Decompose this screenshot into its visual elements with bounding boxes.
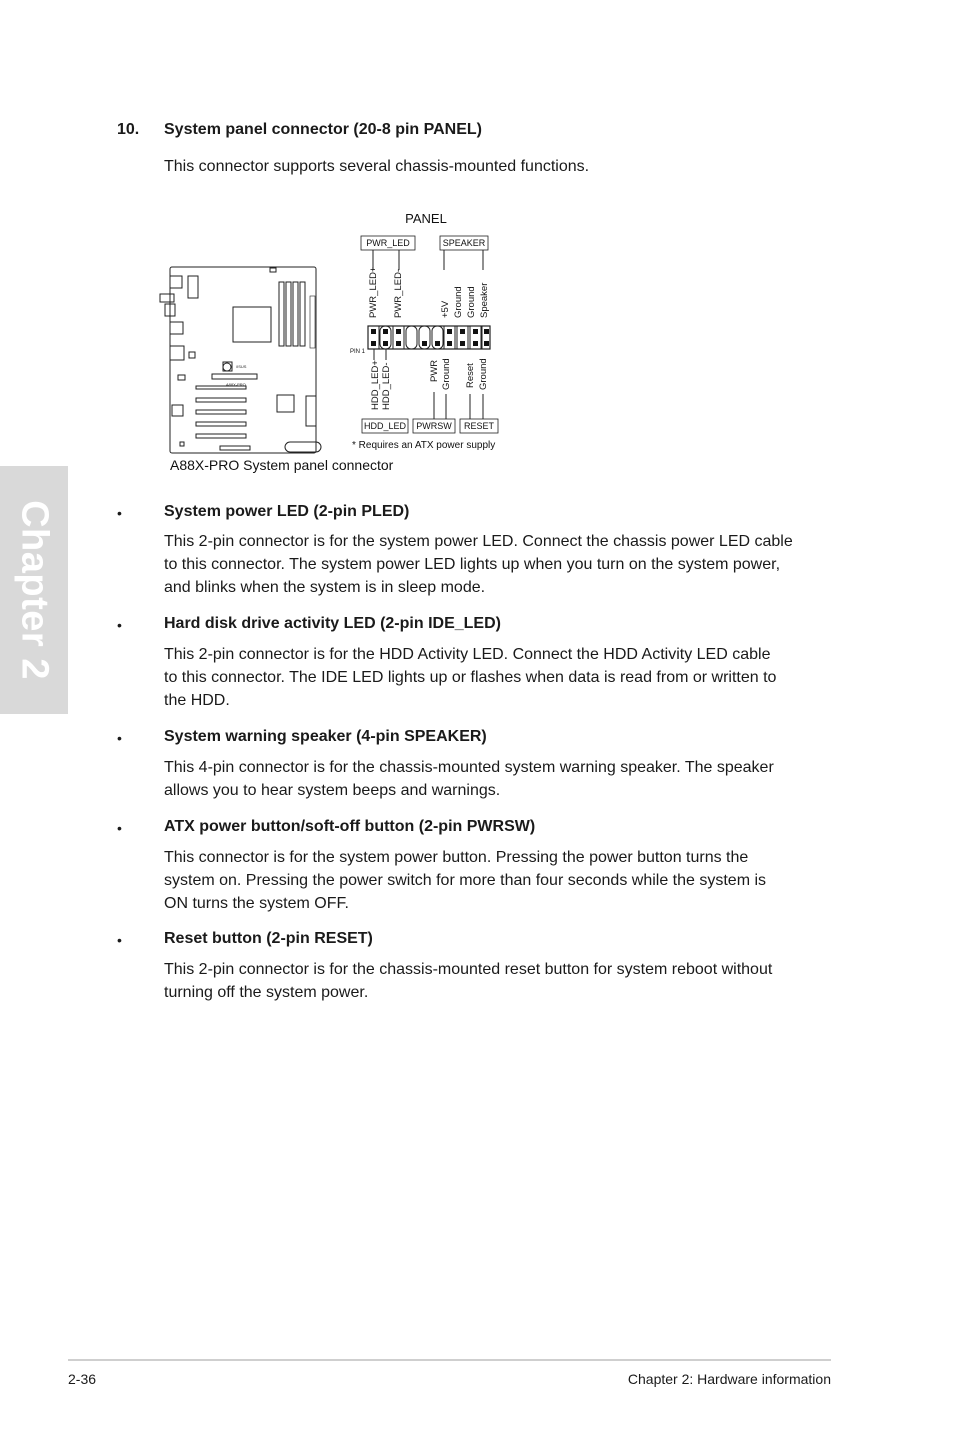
- pin1-label: PIN 1: [350, 349, 366, 355]
- chapter-tab: [0, 466, 68, 714]
- bullet-symbol: •: [117, 820, 122, 836]
- page-number: 2-36: [68, 1371, 97, 1387]
- pin-label-pwr-led-minus: PWR_LED-: [393, 268, 404, 318]
- text-line: turning off the system power.: [164, 984, 369, 1001]
- pin-label-hdd-led-minus: HDD_LED-: [381, 362, 392, 410]
- text-line: allows you to hear system beeps and warnings.: [164, 782, 501, 799]
- pin-label-ground-4: Ground: [478, 358, 489, 390]
- pin-label-ground-3: Ground: [441, 358, 452, 390]
- text-line: This 2-pin connector is for the system power LED. Connect the chassis power LED cable: [164, 533, 793, 550]
- section-intro: This connector supports several chassis-mounted functions.: [164, 158, 590, 175]
- motherboard-illustration: [160, 267, 321, 453]
- pin-label-pwr: PWR: [429, 359, 440, 382]
- pin-label-reset: Reset: [465, 363, 476, 388]
- footer-chapter-label: Chapter 2: Hardware information: [627, 1371, 831, 1387]
- panel-title: PANEL: [405, 211, 447, 226]
- text-line: and blinks when the system is in sleep mode.: [164, 579, 486, 596]
- bullet-text-reset: [164, 958, 831, 1004]
- diagram-caption: A88X-PRO System panel connector: [170, 457, 394, 473]
- section-number: 10.: [117, 121, 140, 138]
- section-title: System panel connector (20-8 pin PANEL): [164, 121, 482, 138]
- bullet-text-speaker: [164, 756, 831, 802]
- pin-label-speaker: Speaker: [479, 282, 490, 318]
- pin-label-5v: +5V: [440, 300, 451, 318]
- board-logo: /ISUS: [236, 364, 247, 369]
- text-line: the HDD.: [164, 692, 230, 709]
- bullet-title-reset: Reset button (2-pin RESET): [164, 930, 373, 947]
- board-model: A88X-PRO: [226, 382, 246, 387]
- atx-note: * Requires an ATX power supply: [352, 440, 496, 451]
- pin-label-pwr-led-plus: PWR_LED+: [368, 266, 379, 318]
- bullet-text-pled: [164, 530, 831, 599]
- bullet-text-pwrsw: [164, 846, 831, 915]
- bullet-title-speaker: System warning speaker (4-pin SPEAKER): [164, 728, 487, 745]
- text-line: This connector is for the system power button. Pressing the power button turns the: [164, 849, 749, 866]
- text-line: This 2-pin connector is for the HDD Activity LED. Connect the HDD Activity LED cable: [164, 646, 771, 663]
- panel-header: [368, 326, 490, 349]
- text-line: to this connector. The IDE LED lights up or flashes when data is read from or written to: [164, 669, 777, 686]
- text-line: ON turns the system OFF.: [164, 895, 349, 912]
- bullet-title-pled: System power LED (2-pin PLED): [164, 503, 410, 520]
- hdd-led-box-label: HDD_LED: [363, 421, 407, 431]
- bullet-title-pwrsw: ATX power button/soft-off button (2-pin PWRSW): [164, 818, 536, 835]
- text-line: to this connector. The system power LED lights up when you turn on the system power,: [164, 556, 781, 573]
- text-line: system on. Pressing the power switch for more than four seconds while the system is: [164, 872, 767, 889]
- panel-connector-diagram: [0, 0, 954, 490]
- chapter-tab-label: Chapter 2: [13, 500, 56, 680]
- pin-label-ground-2: Ground: [466, 286, 477, 318]
- text-line: This 4-pin connector is for the chassis-mounted system warning speaker. The speaker: [164, 759, 774, 776]
- bullet-text-ide-led: [164, 643, 831, 712]
- bullet-title-ide-led: Hard disk drive activity LED (2-pin IDE_LED): [164, 615, 501, 632]
- bullet-symbol: •: [117, 505, 122, 521]
- pwrsw-box-label: PWRSW: [416, 421, 452, 431]
- bullet-symbol: •: [117, 617, 122, 633]
- bullet-symbol: •: [117, 932, 122, 948]
- pin-label-hdd-led-plus: HDD_LED+: [370, 360, 381, 410]
- bullet-symbol: •: [117, 730, 122, 746]
- footer-divider: [68, 1359, 831, 1361]
- speaker-box-label: SPEAKER: [442, 238, 486, 248]
- pin-label-ground-1: Ground: [453, 286, 464, 318]
- text-line: This 2-pin connector is for the chassis-mounted reset button for system reboot without: [164, 961, 773, 978]
- reset-box-label: RESET: [463, 421, 495, 431]
- pwr-led-box-label: PWR_LED: [366, 238, 410, 248]
